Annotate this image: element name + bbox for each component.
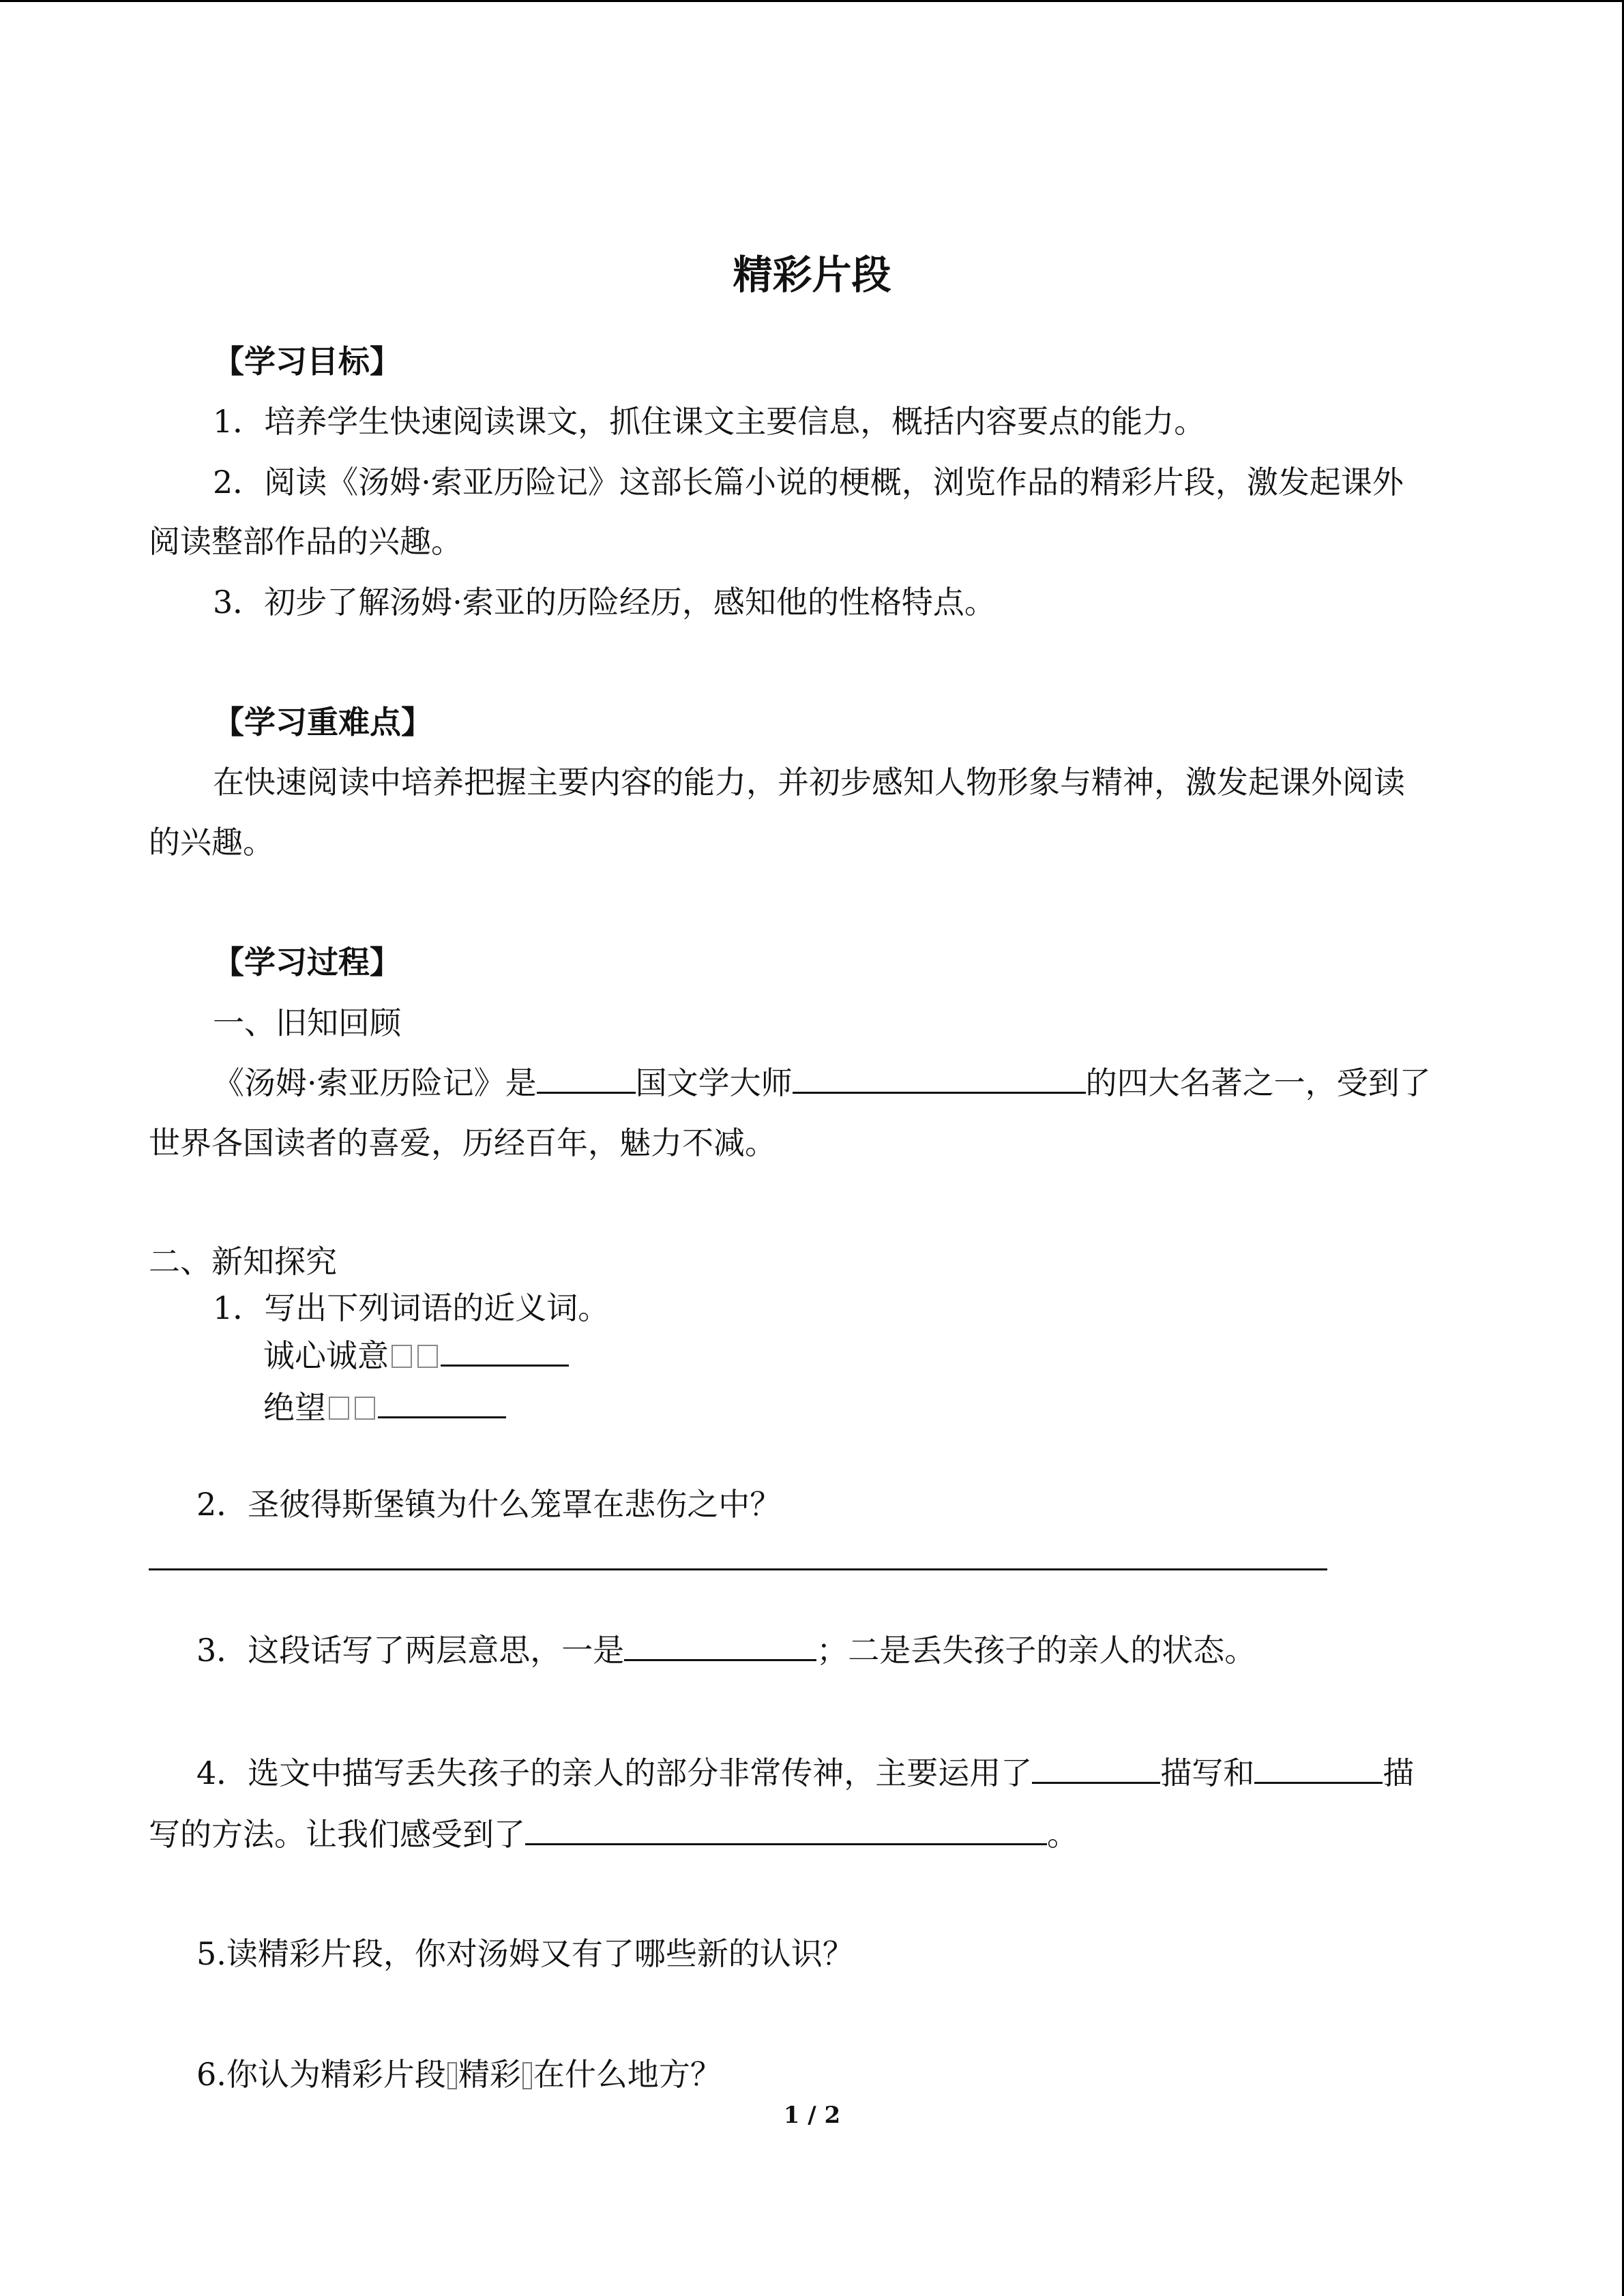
word-2-label: 绝望 — [263, 1389, 326, 1426]
placeholder-box — [417, 1345, 438, 1368]
question-4-text-4: 写的方法。让我们感受到了 — [149, 1816, 525, 1853]
placeholder-box — [329, 1397, 349, 1420]
question-4-text-2: 描写和 — [1160, 1755, 1255, 1791]
question-4-text-3: 描 — [1383, 1755, 1415, 1791]
question-6-text-3: 在什么地方？ — [533, 2056, 722, 2093]
blank-feeling[interactable] — [525, 1816, 1047, 1845]
question-6-text-2: 精彩 — [458, 2056, 521, 2093]
objective-item-2-line-2: 阅读整部作品的兴趣。 — [149, 523, 462, 560]
page-title: 精彩片段 — [733, 252, 891, 298]
question-3-text-2: ；二是丢失孩子的亲人的状态。 — [816, 1632, 1256, 1669]
key-points-heading: 【学习重难点】 — [213, 704, 432, 741]
blank-description-1[interactable] — [1032, 1755, 1160, 1784]
key-points-line-2: 的兴趣。 — [149, 824, 274, 861]
review-heading: 一、旧知回顾 — [213, 1004, 401, 1041]
question-4-text-1: 4．选文中描写丢失孩子的亲人的部分非常传神，主要运用了 — [196, 1755, 1033, 1791]
question-6-text-1: 6.你认为精彩片段 — [196, 2056, 446, 2093]
question-5: 5.读精彩片段，你对汤姆又有了哪些新的认识？ — [196, 1935, 854, 1972]
question-3 — [196, 1630, 1256, 1671]
blank-synonym-1[interactable] — [441, 1337, 569, 1367]
review-text-1: 《汤姆·索亚历险记》是 — [213, 1064, 537, 1101]
question-3-text-1: 3．这段话写了两层意思，一是 — [196, 1632, 625, 1669]
objective-item-1: 1．培养学生快速阅读课文，抓住课文主要信息，概括内容要点的能力。 — [213, 403, 1206, 440]
blank-description-2[interactable] — [1254, 1755, 1383, 1784]
blank-synonym-2[interactable] — [378, 1389, 506, 1418]
question-1: 1．写出下列词语的近义词。 — [213, 1289, 610, 1326]
page-number: 1 / 2 — [783, 2102, 841, 2129]
placeholder-box — [355, 1397, 375, 1420]
process-heading: 【学习过程】 — [213, 944, 401, 981]
placeholder-box — [392, 1345, 412, 1368]
question-6 — [196, 2054, 722, 2095]
key-points-line-1: 在快速阅读中培养把握主要内容的能力，并初步感知人物形象与精神，激发起课外阅读 — [213, 764, 1405, 801]
question-4-text-5: 。 — [1047, 1816, 1078, 1853]
objectives-heading: 【学习目标】 — [213, 343, 401, 380]
blank-author[interactable] — [793, 1064, 1086, 1094]
review-paragraph-line-1 — [213, 1062, 1431, 1103]
objective-item-2-line-1: 2．阅读《汤姆·索亚历险记》这部长篇小说的梗概，浏览作品的精彩片段，激发起课外 — [213, 464, 1404, 501]
objective-item-3: 3．初步了解汤姆·索亚的历险经历，感知他的性格特点。 — [213, 584, 996, 621]
question-1-word-1 — [263, 1335, 569, 1376]
review-text-2: 国文学大师 — [635, 1064, 793, 1101]
question-1-word-2 — [263, 1387, 506, 1428]
blank-country[interactable] — [537, 1064, 636, 1094]
question-2: 2．圣彼得斯堡镇为什么笼罩在悲伤之中？ — [196, 1486, 782, 1523]
question-4-line-2 — [149, 1814, 1078, 1855]
placeholder-box — [522, 2062, 532, 2089]
answer-line-question-2[interactable] — [149, 1568, 1327, 1570]
explore-heading: 二、新知探究 — [149, 1243, 337, 1280]
top-border — [0, 0, 1624, 2]
question-4-line-1 — [196, 1753, 1414, 1793]
review-paragraph-line-2: 世界各国读者的喜爱，历经百年，魅力不减。 — [149, 1124, 776, 1161]
blank-meaning[interactable] — [624, 1632, 816, 1661]
placeholder-box — [447, 2062, 457, 2089]
word-1-label: 诚心诚意 — [263, 1337, 389, 1374]
review-text-3: 的四大名著之一，受到了 — [1085, 1064, 1431, 1101]
